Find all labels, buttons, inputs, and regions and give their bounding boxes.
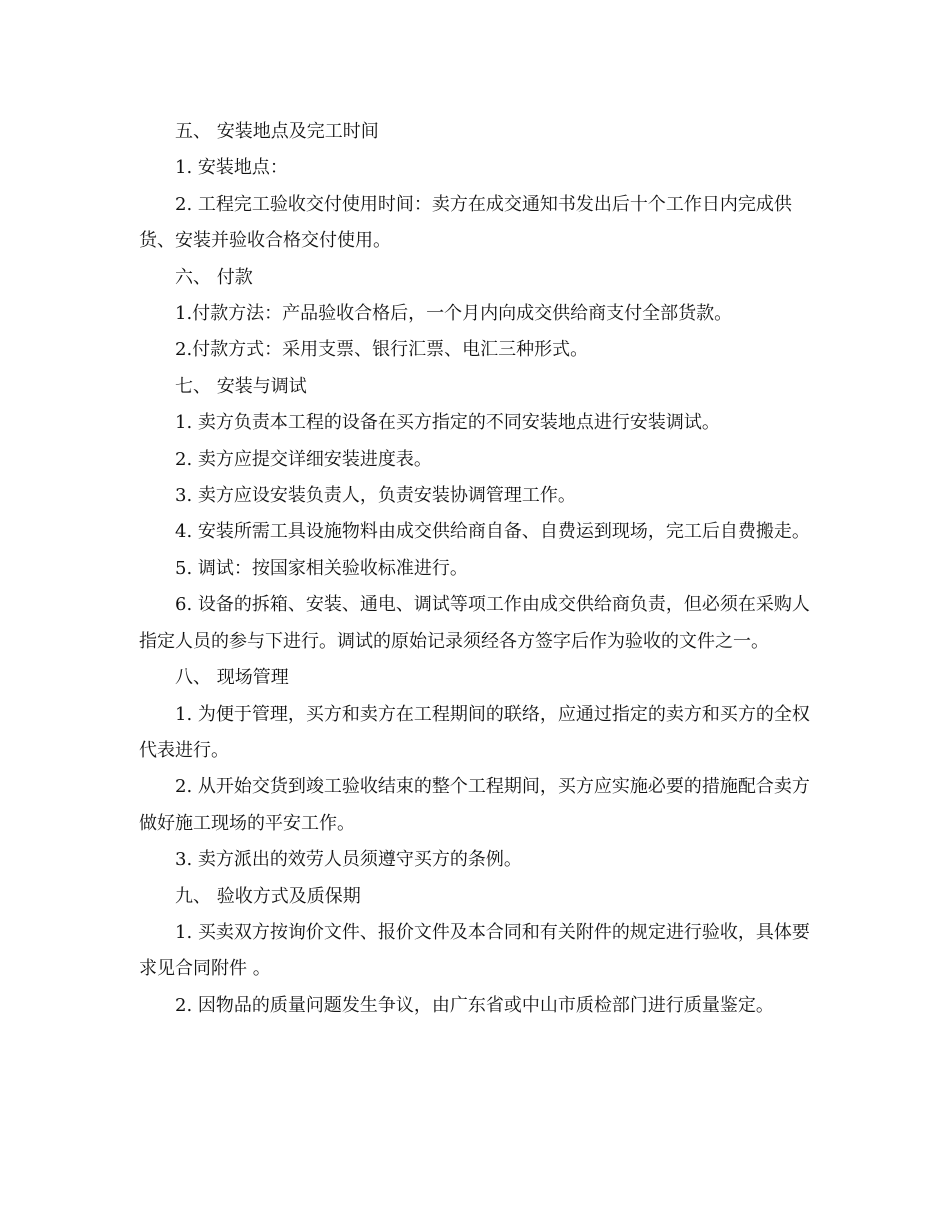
paragraph: 1. 安装地点：: [175, 157, 288, 179]
paragraph: 4. 安装所需工具设施物料由成交供给商自备、自费运到现场，完工后自费搬走。: [175, 521, 810, 543]
paragraph: 2. 从开始交货到竣工验收结束的整个工程期间，买方应实施必要的措施配合卖方做好施工现场的平安工作。: [139, 776, 810, 834]
paragraph: 6. 设备的拆箱、安装、通电、调试等项工作由成交供给商负责，但必须在采购人指定人员的参与下进行。调试的原始记录须经各方签字后作为验收的文件之一。: [139, 594, 810, 652]
section-heading-6: 六、 付款: [175, 266, 253, 288]
paragraph: 2.付款方式：采用支票、银行汇票、电汇三种形式。: [175, 339, 589, 361]
paragraph: 1. 买卖双方按询价文件、报价文件及本合同和有关附件的规定进行验收，具体要求见合同附件 。: [139, 921, 810, 980]
paragraph: 1. 卖方负责本工程的设备在买方指定的不同安装地点进行安装调试。: [175, 412, 720, 434]
section-heading-7: 七、 安装与调试: [175, 375, 307, 397]
paragraph: 5. 调试：按国家相关验收标准进行。: [175, 557, 468, 579]
paragraph: 1. 为便于管理，买方和卖方在工程期间的联络，应通过指定的卖方和买方的全权代表进行。: [139, 703, 810, 761]
paragraph: 2. 卖方应提交详细安装进度表。: [175, 448, 432, 470]
paragraph: 2. 因物品的质量问题发生争议，由广东省或中山市质检部门进行质量鉴定。: [175, 994, 774, 1016]
paragraph: 2. 工程完工验收交付使用时间：卖方在成交通知书发出后十个工作日内完成供货、安装并验收合格交付使用。: [139, 193, 792, 252]
section-heading-8: 八、 现场管理: [175, 667, 289, 689]
section-heading-9: 九、 验收方式及质保期: [175, 885, 361, 907]
paragraph: 3. 卖方应设安装负责人，负责安装协调管理工作。: [175, 485, 576, 507]
section-heading-5: 五、 安装地点及完工时间: [175, 121, 379, 142]
document-body: [139, 114, 811, 1024]
paragraph: 3. 卖方派出的效劳人员须遵守买方的条例。: [175, 849, 522, 871]
paragraph: 1.付款方法：产品验收合格后，一个月内向成交供给商支付全部货款。: [175, 303, 733, 325]
